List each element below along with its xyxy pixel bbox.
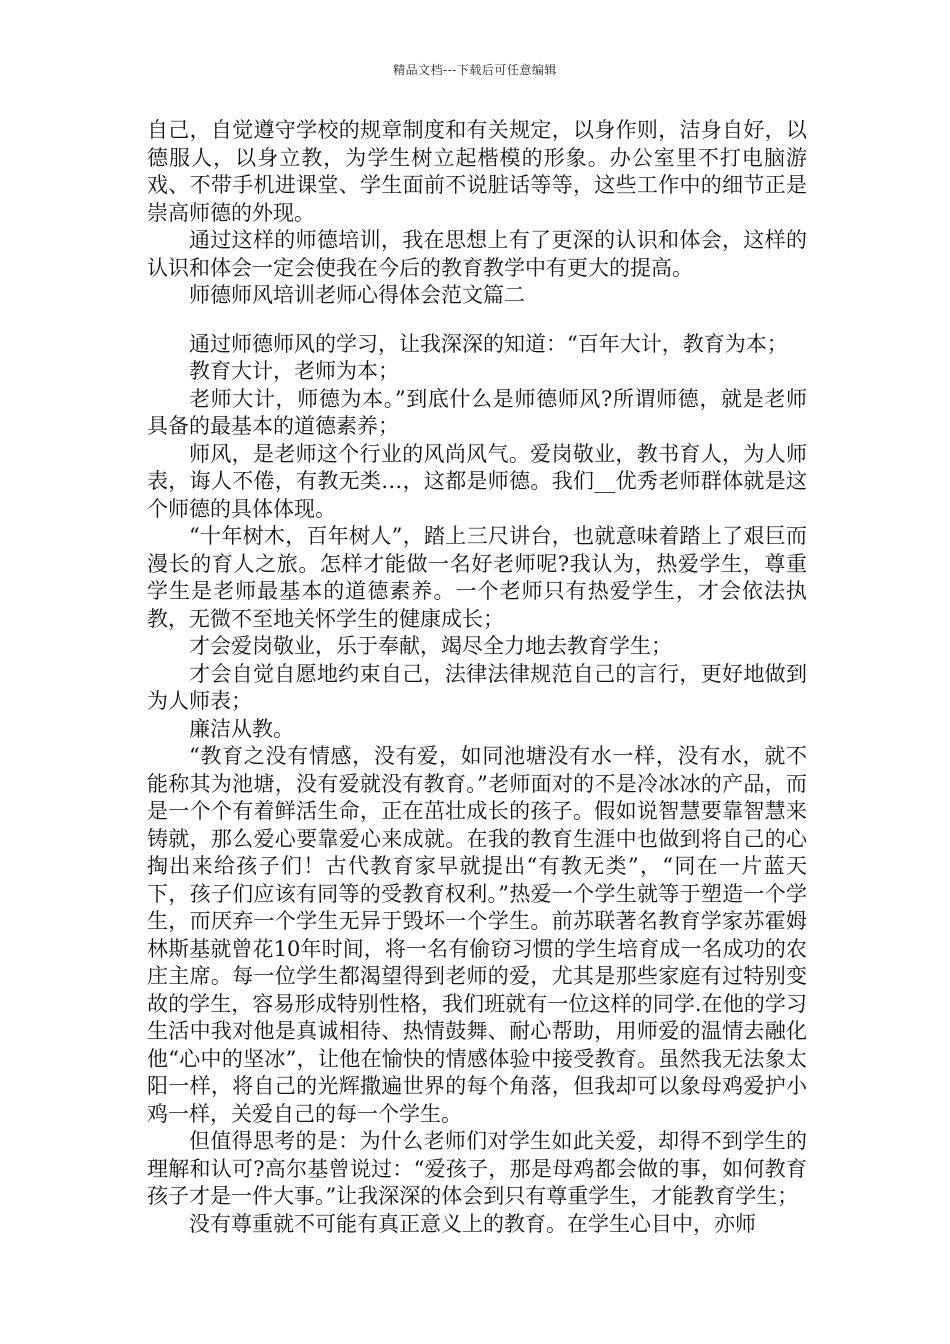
paragraph: 教育大计，老师为本； bbox=[189, 359, 399, 383]
page-header: 精品文档---下载后可任意编辑 bbox=[393, 63, 557, 77]
blank-line bbox=[147, 310, 807, 331]
document-body bbox=[147, 117, 807, 1238]
paragraph: “教育之没有情感，没有爱，如同池塘没有水一样，没有水，就不能称其为池塘，没有爱就没有教育。”老师面对的不是冷冰冰的产品，而是一个个有着鲜活生命，正在茁壮成长的孩子。假如说智慧要靠智慧来铸就，那么爱心要靠爱心来成就。在我的教育生涯中也做到将自己的心掏出来给孩子们！古代教育家早就提出“有教无类”，“同在一片蓝天下，孩子们应该有同等的受教育权利。”热爱一个学生就等于塑造一个学生，而厌弃一个学生无异于毁坏一个学生。前苏联著名教育学家苏霍姆林斯基就曾花10年时间，将一名有偷窃习惯的学生培育成一名成功的农庄主席。每一位学生都渴望得到老师的爱，尤其是那些家庭有过特别变故的学生，容易形成特别性格，我们班就有一位这样的同学.在他的学习生活中我对他是真诚相待、热情鼓舞、耐心帮助，用师爱的温情去融化他“心中的坚冰”，让他在愉快的情感体验中接受教育。虽然我无法象太阳一样，将自己的光辉撒遍世界的每个角落，但我却可以象母鸡爱护小鸡一样，关爱自己的每一个学生。 bbox=[147, 744, 807, 1126]
paragraph: “十年树木，百年树人”，踏上三尺讲台，也就意味着踏上了艰巨而漫长的育人之旅。怎样才能做一名好老师呢?我认为，热爱学生，尊重学生是老师最基本的道德素养。一个老师只有热爱学生，才会依法执教，无微不至地关怀学生的健康成长； bbox=[147, 524, 807, 631]
paragraph-continuation: 自己，自觉遵守学校的规章制度和有关规定，以身作则，洁身自好，以德服人，以身立教，为学生树立起楷模的形象。办公室里不打电脑游戏、不带手机进课堂、学生面前不说脏话等等，这些工作中的细节正是崇高师德的外现。 bbox=[147, 118, 807, 225]
paragraph: 才会自觉自愿地约束自己，法律法律规范自己的言行，更好地做到为人师表； bbox=[147, 661, 807, 713]
paragraph: 老师大计，师德为本。”到底什么是师德师风?所谓师德，就是老师具备的最基本的道德素养； bbox=[147, 386, 807, 438]
paragraph: 才会爱岗敬业，乐于奉献，竭尽全力地去教育学生； bbox=[189, 634, 672, 658]
paragraph: 通过师德师风的学习，让我深深的知道：“百年大计，教育为本； bbox=[189, 331, 788, 356]
paragraph: 通过这样的师德培训，我在思想上有了更深的认识和体会，这样的认识和体会一定会使我在今后的教育教学中有更大的提高。 bbox=[147, 228, 807, 280]
paragraph: 没有尊重就不可能有真正意义上的教育。在学生心目中，亦师 bbox=[189, 1211, 756, 1236]
section-heading: 师德师风培训老师心得体会范文篇二 bbox=[189, 283, 525, 307]
paragraph: 师风，是老师这个行业的风尚风气。爱岗敬业，教书育人，为人师表，诲人不倦，有教无类…，这都是师德。我们__优秀老师群体就是这个师德的具体体现。 bbox=[147, 441, 807, 521]
paragraph: 廉洁从教。 bbox=[189, 716, 294, 741]
paragraph: 但值得思考的是：为什么老师们对学生如此关爱，却得不到学生的理解和认可?高尔基曾说过：“爱孩子，那是母鸡都会做的事，如何教育孩子才是一件大事。”让我深深的体会到只有尊重学生，才能教育学生； bbox=[147, 1129, 807, 1208]
